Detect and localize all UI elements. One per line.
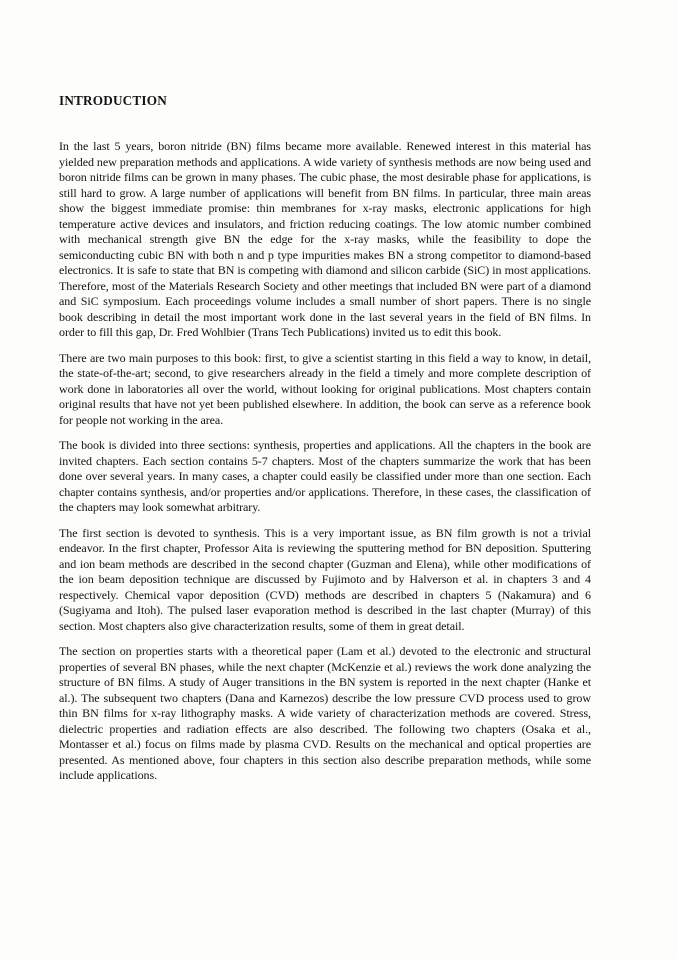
- paragraph-4: The first section is devoted to synthesis. This is a very important issue, as BN film growth is not a trivial endeavor. In the first chapter, Professor Aita is reviewing the sputtering method for BN deposition. Sputtering and ion beam methods are described in the second chapter (Guzman and Elena), while other modifications of the ion beam deposition technique are discussed by Fujimoto and by Halverson et al. in chapters 3 and 4 respectively. Chemical vapor deposition (CVD) methods are described in chapters 5 (Nakamura) and 6 (Sugiyama and Itoh). The pulsed laser evaporation method is described in the last chapter (Murray) of this section. Most chapters also give characterization results, some of them in great detail.: [59, 525, 591, 633]
- paragraph-5: The section on properties starts with a theoretical paper (Lam et al.) devoted to the electronic and structural properties of several BN phases, while the next chapter (McKenzie et al.) reviews the work done analyzing the structure of BN films. A study of Auger transitions in the BN system is reported in the next chapter (Hanke et al.). The subsequent two chapters (Dana and Karnezos) describe the low pressure CVD process used to grow thin BN films for x-ray lithography masks. A wide variety of characterization methods are covered. Stress, dielectric properties and radiation effects are also described. The following two chapters (Osaka et al., Montasser et al.) focus on films made by plasma CVD. Results on the mechanical and optical properties are presented. As mentioned above, four chapters in this section also describe preparation methods, while some include applications.: [59, 644, 591, 782]
- document-body: [59, 92, 591, 794]
- paragraph-2: There are two main purposes to this book: first, to give a scientist starting in this field a way to know, in detail, the state-of-the-art; second, to give researchers already in the field a timely and more complete description of work done in laboratories all over the world, without looking for original publications. Most chapters contain original results that have not yet been published elsewhere. In addition, the book can serve as a reference book for people not working in the area.: [59, 350, 591, 427]
- paragraph-3: The book is divided into three sections: synthesis, properties and applications. All the chapters in the book are invited chapters. Each section contains 5-7 chapters. Most of the chapters summarize the work that has been done over several years. In many cases, a chapter could easily be classified under more than one section. Each chapter contains synthesis, and/or properties and/or applications. Therefore, in these cases, the classification of the chapters may look somewhat arbitrary.: [59, 438, 591, 514]
- section-heading: INTRODUCTION: [59, 93, 167, 108]
- paragraph-1: In the last 5 years, boron nitride (BN) films became more available. Renewed interest in this material has yielded new preparation methods and applications. A wide variety of synthesis methods are now being used and boron nitride films can be grown in many phases. The cubic phase, the most desirable phase for applications, is still hard to grow. A large number of applications will benefit from BN films. In particular, three main areas show the biggest immediate promise: thin membranes for x-ray masks, electronic applications for high temperature active devices and insulators, and friction reducing coatings. The low atomic number combined with mechanical strength give BN the edge for the x-ray masks, while the feasibility to dope the semiconducting cubic BN with both n and p type impurities makes BN a strong competitor to diamond-based electronics. It is safe to state that BN is competing with diamond and silicon carbide (SiC) in most applications. Therefore, most of the Materials Research Society and other meetings that included BN were part of a diamond and SiC symposium. Each proceedings volume includes a small number of short papers. There is no single book describing in detail the most important work done in the last several years in the field of BN films. In order to fill this gap, Dr. Fred Wohlbier (Trans Tech Publications) invited us to edit this book.: [59, 139, 591, 339]
